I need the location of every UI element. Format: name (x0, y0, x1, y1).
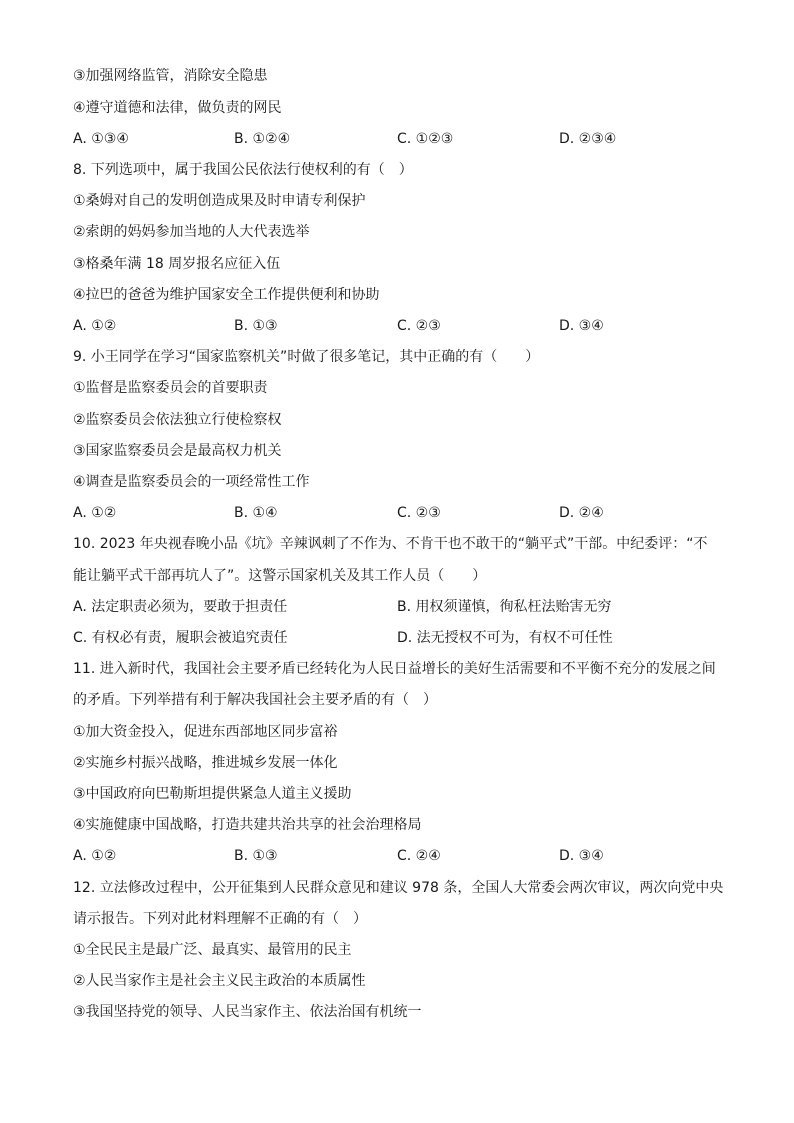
q7-item-4: ④遵守道德和法律，做负责的网民 (73, 100, 282, 116)
q8-option-c: C. ②③ (397, 318, 441, 334)
q8-options (73, 316, 753, 336)
q8-stem: 8. 下列选项中，属于我国公民依法行使权利的有（ ） (73, 162, 413, 178)
q10-option-c: C. 有权必有责，履职会被追究责任 (73, 630, 288, 646)
q10-stem-line-2: 能让躺平式干部再坑人了”。这警示国家机关及其工作人员（ ） (73, 568, 487, 584)
q10-options-row-1 (73, 597, 753, 617)
q8-option-a: A. ①② (73, 318, 117, 334)
q10-option-a: A. 法定职责必须为，要敢于担责任 (73, 599, 288, 615)
q8-item-2: ②索朗的妈妈参加当地的人大代表选举 (73, 224, 310, 240)
q8-item-1: ①桑姆对自己的发明创造成果及时申请专利保护 (73, 193, 366, 209)
q9-item-1: ①监督是监察委员会的首要职责 (73, 380, 268, 396)
q7-option-d: D. ②③④ (559, 131, 617, 147)
q7-option-c: C. ①②③ (397, 131, 454, 147)
q9-item-2: ②监察委员会依法独立行使检察权 (73, 412, 282, 428)
q7-option-b: B. ①②④ (234, 131, 291, 147)
q10-option-b: B. 用权须谨慎，徇私枉法贻害无穷 (397, 599, 612, 615)
q9-item-4: ④调查是监察委员会的一项经常性工作 (73, 474, 310, 490)
q8-item-3: ③格桑年满 18 周岁报名应征入伍 (73, 256, 281, 272)
q12-stem-line-1: 12. 立法修改过程中，公开征集到人民群众意见和建议 978 条，全国人大常委会两次审议，两次向党中央 (73, 880, 724, 896)
q12-item-1: ①全民民主是最广泛、最真实、最管用的民主 (73, 942, 352, 958)
q9-option-d: D. ②④ (559, 505, 604, 521)
q11-item-4: ④实施健康中国战略，打造共建共治共享的社会治理格局 (73, 817, 422, 833)
q11-item-1: ①加大资金投入，促进东西部地区同步富裕 (73, 724, 338, 740)
q9-options (73, 503, 753, 523)
q10-options-row-2 (73, 628, 753, 648)
q10-option-d: D. 法无授权不可为，有权不可任性 (397, 630, 613, 646)
q9-option-a: A. ①② (73, 505, 117, 521)
q11-options (73, 846, 753, 866)
q12-item-3: ③我国坚持党的领导、人民当家作主、依法治国有机统一 (73, 1004, 422, 1020)
q8-option-d: D. ③④ (559, 318, 604, 334)
q8-option-b: B. ①③ (234, 318, 278, 334)
q12-stem-line-2: 请示报告。下列对此材料理解不正确的有（ ） (73, 911, 367, 927)
q9-stem: 9. 小王同学在学习“国家监察机关”时做了很多笔记，其中正确的有（ ） (73, 349, 540, 365)
q11-option-c: C. ②④ (397, 848, 441, 864)
q7-option-a: A. ①③④ (73, 131, 129, 147)
q10-stem-line-1: 10. 2023 年央视春晚小品《坑》辛辣讽刺了不作为、不肯干也不敢干的“躺平式”干部。中纪委评：“不 (73, 536, 708, 552)
q7-options (73, 129, 753, 149)
q11-item-2: ②实施乡村振兴战略，推进城乡发展一体化 (73, 755, 338, 771)
q9-option-c: C. ②③ (397, 505, 441, 521)
q11-option-b: B. ①③ (234, 848, 278, 864)
q12-item-2: ②人民当家作主是社会主义民主政治的本质属性 (73, 973, 366, 989)
q11-item-3: ③中国政府向巴勒斯坦提供紧急人道主义援助 (73, 786, 352, 802)
q11-stem-line-2: 的矛盾。下列举措有利于解决我国社会主要矛盾的有（ ） (73, 692, 437, 708)
q7-item-3: ③加强网络监管，消除安全隐患 (73, 68, 268, 84)
q8-item-4: ④拉巴的爸爸为维护国家安全工作提供便利和协助 (73, 287, 380, 303)
q11-option-a: A. ①② (73, 848, 117, 864)
q9-item-3: ③国家监察委员会是最高权力机关 (73, 443, 282, 459)
q9-option-b: B. ①④ (234, 505, 278, 521)
q11-stem-line-1: 11. 进入新时代，我国社会主要矛盾已经转化为人民日益增长的美好生活需要和不平衡不充分的发展之间 (73, 661, 716, 677)
q11-option-d: D. ③④ (559, 848, 604, 864)
